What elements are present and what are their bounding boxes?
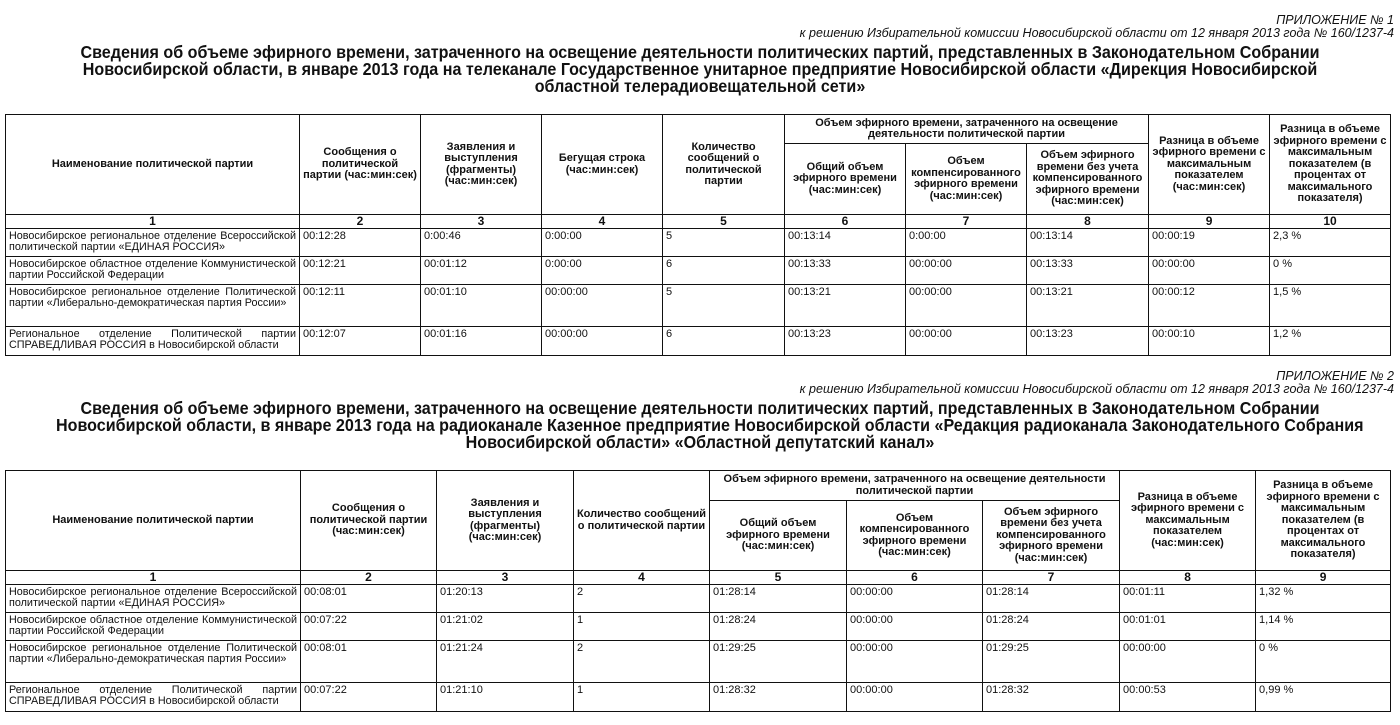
table-cell: 01:21:02: [437, 613, 574, 641]
table-cell: 5: [663, 229, 785, 257]
col-party-header: Наименование политической партии: [6, 471, 301, 571]
table-cell: 2: [574, 585, 710, 613]
col-number: 5: [663, 215, 785, 229]
appendix-2-title: Сведения об объеме эфирного времени, затраченного на освещение деятельности политических партий, представленных в Законодательном Собрании Новосибирской области, в январе 2013 года на радиоканале Казенное предприятие Новосибирской области «Редакция радиоканала Законодательного Собрания Новосибирской области» «Областной депутатский канал»: [56, 398, 1364, 452]
table-cell: 00:01:01: [1120, 613, 1256, 641]
appendix-2-reference: к решению Избирательной комиссии Новосибирской области от 12 января 2013 года № 160/1237-4: [799, 382, 1394, 396]
table-cell: 01:29:25: [983, 641, 1120, 683]
col-ticker-header: Бегущая строка (час:мин:сек): [542, 115, 663, 215]
col-number: 8: [1027, 215, 1149, 229]
col-without-header: Объем эфирного времени без учета компенсированного эфирного времени (час:мин:сек): [983, 501, 1120, 571]
table-cell: 5: [663, 285, 785, 327]
party-name: Новосибирское региональное отделение Всероссийской политической партии «ЕДИНАЯ РОССИЯ»: [6, 229, 300, 257]
col-number: 3: [421, 215, 542, 229]
table-row: [6, 257, 1391, 285]
table-cell: 00:07:22: [301, 613, 437, 641]
col-number: 1: [6, 215, 300, 229]
table-cell: 2: [574, 641, 710, 683]
table-cell: 0:00:00: [542, 229, 663, 257]
col-messages-header: Сообщения о политической партии (час:мин:сек): [301, 471, 437, 571]
col-diff-header: Разница в объеме эфирного времени с максимальным показателем (час:мин:сек): [1149, 115, 1270, 215]
table-cell: 00:13:33: [785, 257, 906, 285]
tv-airtime-table: [5, 114, 1391, 356]
col-number: 9: [1149, 215, 1270, 229]
col-number: 4: [542, 215, 663, 229]
party-name: Региональное отделение Политической партии СПРАВЕДЛИВАЯ РОССИЯ в Новосибирской области: [6, 683, 301, 712]
table-cell: 01:28:24: [983, 613, 1120, 641]
table-cell: 00:00:00: [906, 257, 1027, 285]
table-cell: 00:12:28: [300, 229, 421, 257]
radio-airtime-table: [5, 470, 1391, 712]
party-name: Новосибирское региональное отделение Всероссийской политической партии «ЕДИНАЯ РОССИЯ»: [6, 585, 301, 613]
party-name: Новосибирское областное отделение Коммунистической партии Российской Федерации: [6, 613, 301, 641]
col-compensated-header: Объем компенсированного эфирного времени (час:мин:сек): [906, 144, 1027, 215]
table-row: [6, 613, 1391, 641]
col-number: 6: [847, 571, 983, 585]
table-cell: 1,5 %: [1270, 285, 1391, 327]
table-cell: 00:00:00: [847, 613, 983, 641]
table-cell: 1,2 %: [1270, 327, 1391, 356]
table-cell: 00:00:00: [542, 285, 663, 327]
table-cell: 01:28:14: [983, 585, 1120, 613]
table-cell: 1,14 %: [1256, 613, 1391, 641]
table-cell: 00:01:11: [1120, 585, 1256, 613]
col-statements-header: Заявления и выступления (фрагменты) (час:мин:сек): [437, 471, 574, 571]
table-cell: 00:08:01: [301, 585, 437, 613]
col-number: 7: [906, 215, 1027, 229]
appendix-1-heading: [0, 14, 1400, 95]
table-cell: 01:21:24: [437, 641, 574, 683]
col-without-header: Объем эфирного времени без учета компенсированного эфирного времени (час:мин:сек): [1027, 144, 1149, 215]
table-cell: 00:01:12: [421, 257, 542, 285]
table-cell: 1: [574, 613, 710, 641]
table-cell: 0,99 %: [1256, 683, 1391, 712]
col-number: 8: [1120, 571, 1256, 585]
table-cell: 00:12:11: [300, 285, 421, 327]
party-name: Новосибирское региональное отделение Политической партии «Либерально-демократическая партия России»: [6, 285, 300, 327]
table-cell: 00:13:33: [1027, 257, 1149, 285]
col-number: 3: [437, 571, 574, 585]
table-cell: 01:29:25: [710, 641, 847, 683]
table-cell: 0:00:00: [906, 229, 1027, 257]
table-cell: 00:12:07: [300, 327, 421, 356]
table-cell: 6: [663, 327, 785, 356]
col-number: 6: [785, 215, 906, 229]
table-cell: 00:00:00: [906, 285, 1027, 327]
table-cell: 00:13:14: [785, 229, 906, 257]
col-number: 5: [710, 571, 847, 585]
party-name: Новосибирское областное отделение Коммунистической партии Российской Федерации: [6, 257, 300, 285]
col-number: 9: [1256, 571, 1391, 585]
table-cell: 00:13:21: [785, 285, 906, 327]
table-cell: 00:07:22: [301, 683, 437, 712]
table-cell: 01:28:32: [983, 683, 1120, 712]
col-number: 1: [6, 571, 301, 585]
table-cell: 0:00:00: [542, 257, 663, 285]
col-number: 2: [301, 571, 437, 585]
table-cell: 01:21:10: [437, 683, 574, 712]
table-cell: 01:20:13: [437, 585, 574, 613]
table-row: [6, 641, 1391, 683]
party-name: Новосибирское региональное отделение Политической партии «Либерально-демократическая партия России»: [6, 641, 301, 683]
col-statements-header: Заявления и выступления (фрагменты) (час:мин:сек): [421, 115, 542, 215]
col-total-header: Общий объем эфирного времени (час:мин:сек): [785, 144, 906, 215]
table-cell: 0 %: [1270, 257, 1391, 285]
table-cell: 0 %: [1256, 641, 1391, 683]
table-cell: 00:00:10: [1149, 327, 1270, 356]
table-row: [6, 229, 1391, 257]
table-cell: 1: [574, 683, 710, 712]
table-cell: 00:00:19: [1149, 229, 1270, 257]
table-cell: 01:28:14: [710, 585, 847, 613]
table-cell: 00:00:00: [847, 585, 983, 613]
col-diff-header: Разница в объеме эфирного времени с максимальным показателем (час:мин:сек): [1120, 471, 1256, 571]
table-cell: 6: [663, 257, 785, 285]
col-compensated-header: Объем компенсированного эфирного времени (час:мин:сек): [847, 501, 983, 571]
table-row: [6, 683, 1391, 712]
col-party-header: Наименование политической партии: [6, 115, 300, 215]
appendix-1-reference: к решению Избирательной комиссии Новосибирской области от 12 января 2013 года № 160/1237-4: [799, 26, 1394, 40]
table-cell: 00:00:00: [847, 683, 983, 712]
table-row: [6, 327, 1391, 356]
table-cell: 00:00:00: [1149, 257, 1270, 285]
col-count-header: Количество сообщений о политической партии: [663, 115, 785, 215]
table-cell: 00:13:14: [1027, 229, 1149, 257]
appendix-1-label: ПРИЛОЖЕНИЕ № 1: [1276, 13, 1394, 27]
table-cell: 1,32 %: [1256, 585, 1391, 613]
table-cell: 00:00:00: [906, 327, 1027, 356]
table-cell: 00:00:12: [1149, 285, 1270, 327]
table-cell: 00:00:00: [1120, 641, 1256, 683]
table-cell: 00:01:16: [421, 327, 542, 356]
party-name: Региональное отделение Политической партии СПРАВЕДЛИВАЯ РОССИЯ в Новосибирской области: [6, 327, 300, 356]
table-cell: 00:12:21: [300, 257, 421, 285]
table-cell: 00:00:00: [542, 327, 663, 356]
table-cell: 00:13:23: [785, 327, 906, 356]
table-row: [6, 585, 1391, 613]
table-cell: 00:00:00: [847, 641, 983, 683]
table-cell: 0:00:46: [421, 229, 542, 257]
col-number: 7: [983, 571, 1120, 585]
col-number: 4: [574, 571, 710, 585]
col-number: 2: [300, 215, 421, 229]
table-cell: 2,3 %: [1270, 229, 1391, 257]
col-diff-pct-header: Разница в объеме эфирного времени с максимальным показателем (в процентах от максимального показателя): [1270, 115, 1391, 215]
appendix-2-label: ПРИЛОЖЕНИЕ № 2: [1276, 369, 1394, 383]
col-total-header: Общий объем эфирного времени (час:мин:сек): [710, 501, 847, 571]
table-cell: 00:00:53: [1120, 683, 1256, 712]
table-cell: 00:08:01: [301, 641, 437, 683]
col-messages-header: Сообщения о политической партии (час:мин:сек): [300, 115, 421, 215]
col-diff-pct-header: Разница в объеме эфирного времени с максимальным показателем (в процентах от максимального показателя): [1256, 471, 1391, 571]
col-count-header: Количество сообщений о политической партии: [574, 471, 710, 571]
col-group-header: Объем эфирного времени, затраченного на освещение деятельности политической партии: [710, 471, 1120, 501]
table-row: [6, 285, 1391, 327]
appendix-2-heading: [0, 370, 1400, 451]
table-cell: 01:28:24: [710, 613, 847, 641]
col-group-header: Объем эфирного времени, затраченного на освещение деятельности политической партии: [785, 115, 1149, 144]
table-cell: 01:28:32: [710, 683, 847, 712]
table-cell: 00:01:10: [421, 285, 542, 327]
table-cell: 00:13:21: [1027, 285, 1149, 327]
table-cell: 00:13:23: [1027, 327, 1149, 356]
col-number: 10: [1270, 215, 1391, 229]
appendix-1-title: Сведения об объеме эфирного времени, затраченного на освещение деятельности политических партий, представленных в Законодательном Собрании Новосибирской области, в январе 2013 года на телеканале Государственное унитарное предприятие Новосибирской области «Дирекция Новосибирской областной телерадиовещательной сети»: [80, 42, 1320, 96]
